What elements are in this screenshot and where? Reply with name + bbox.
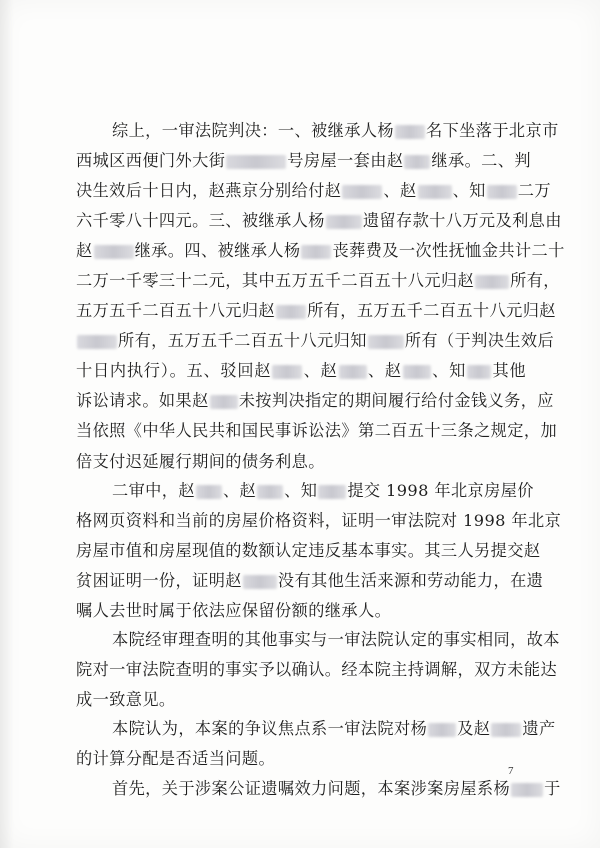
redacted-name (491, 723, 521, 737)
text-segment: 、赵 (383, 181, 417, 200)
text-segment: 贫困证明一份，证明赵 (76, 571, 242, 590)
text-line (76, 181, 551, 201)
text-segment: 其他 (492, 361, 526, 380)
text-segment: 、知 (452, 181, 486, 200)
text-line (76, 331, 555, 351)
redacted-name (318, 485, 346, 499)
redacted-name (403, 365, 431, 379)
redacted-name (196, 485, 222, 499)
text-segment: 嘱人去世时属于依法应保留份额的继承人。 (76, 601, 392, 620)
redacted-name (342, 185, 382, 199)
text-segment: 于 (544, 779, 561, 798)
text-segment: 提交 1998 年北京房屋价 (347, 481, 534, 500)
text-line (112, 121, 559, 141)
text-segment: 继承。二、判 (431, 151, 531, 170)
redacted-name (467, 365, 491, 379)
text-segment: 未按判决指定的期间履行给付金钱义务，应 (238, 391, 554, 410)
text-segment: 决生效后十日内，赵燕京分别给付赵 (76, 181, 342, 200)
text-line (76, 241, 565, 261)
text-segment: 遗留存款十八万元及利息由 (362, 211, 562, 230)
text-segment: 二万 (517, 181, 551, 200)
text-segment: 综上，一审法院判决：一、被继承人杨 (112, 121, 394, 140)
redacted-name (77, 335, 117, 349)
text-segment: 赵 (76, 241, 93, 260)
text-line (76, 541, 541, 561)
text-line (76, 151, 531, 171)
text-line (76, 690, 526, 710)
text-segment: 诉讼请求。如果赵 (76, 391, 209, 410)
text-segment: 本院认为，本案的争议焦点系一审法院对杨 (112, 719, 428, 738)
text-segment: 格网页资料和当前的房屋价格资料，证明一审法院对 1998 年北京 (76, 511, 562, 530)
text-line (76, 601, 526, 621)
text-segment: 丧葬费及一次性抚恤金共计二十 (332, 241, 565, 260)
text-line (76, 452, 526, 472)
text-segment: 、赵 (222, 481, 257, 500)
text-segment: 二审中，赵 (112, 481, 195, 500)
text-line (76, 211, 562, 231)
text-segment: 六千零八十四元。三、被继承人杨 (76, 211, 325, 230)
redacted-name (276, 305, 306, 319)
redacted-name (257, 485, 283, 499)
redacted-name (511, 783, 543, 797)
text-segment: 所有（于判决生效后 (404, 331, 555, 350)
text-segment: 房屋市值和房屋现值的数额认定违反基本事实。其三人另提交赵 (76, 541, 541, 560)
text-segment: 没有其他生活来源和劳动能力，在遗 (277, 571, 544, 590)
text-segment: 遗产 (522, 719, 556, 738)
redacted-name (226, 155, 286, 169)
redacted-name (326, 215, 362, 229)
text-segment: 、赵 (303, 361, 338, 380)
text-segment: 及赵 (457, 719, 491, 738)
text-line (112, 719, 556, 739)
text-segment: 、知 (284, 481, 318, 500)
text-line (112, 481, 534, 501)
redacted-name (368, 335, 404, 349)
text-line (76, 660, 558, 680)
text-segment: 五万五千二百五十八元归赵 (76, 301, 276, 320)
redacted-name (243, 575, 277, 589)
text-line (76, 361, 526, 381)
redacted-name (339, 365, 367, 379)
text-line (112, 630, 560, 650)
text-segment: 倍支付迟延履行期间的债务利息。 (76, 452, 325, 471)
text-segment: 所有， (510, 271, 560, 290)
text-segment: 所有，五万五千二百五十八元归赵 (307, 301, 556, 320)
redacted-name (487, 185, 517, 199)
text-line (76, 571, 544, 591)
text-segment: 成一致意见。 (76, 690, 176, 709)
redacted-name (301, 245, 331, 259)
text-line (76, 511, 562, 531)
text-line (76, 271, 560, 291)
text-line (76, 301, 556, 321)
redacted-name (418, 185, 452, 199)
redacted-name (404, 155, 430, 169)
text-segment: 当依照《中华人民共和国民事诉讼法》第二百五十三条之规定，加 (76, 421, 558, 440)
text-segment: 所有，五万五千二百五十八元归知 (118, 331, 367, 350)
text-line (112, 779, 561, 799)
redacted-name (210, 395, 238, 409)
text-segment: 号房屋一套由赵 (287, 151, 404, 170)
text-line (76, 749, 526, 769)
page-number: 7 (508, 765, 514, 777)
text-segment: 本院经审理查明的其他事实与一审法院认定的事实相同，故本 (112, 630, 560, 649)
redacted-name (272, 365, 302, 379)
text-segment: 、知 (431, 361, 467, 380)
redacted-name (428, 723, 456, 737)
text-segment: 院对一审法院查明的事实予以确认。经本院主持调解，双方未能达 (76, 660, 558, 679)
text-segment: 、赵 (367, 361, 402, 380)
text-segment: 的计算分配是否适当问题。 (76, 749, 276, 768)
text-segment: 西城区西便门外大街 (76, 151, 226, 170)
redacted-name (475, 275, 509, 289)
text-line (76, 421, 558, 441)
text-line (76, 391, 554, 411)
text-segment: 二万一千零三十二元，其中五万五千二百五十八元归赵 (76, 271, 475, 290)
text-segment: 首先，关于涉案公证遗嘱效力问题，本案涉案房屋系杨 (112, 779, 511, 798)
text-segment: 十日内执行）。五、驳回赵 (76, 361, 272, 380)
redacted-name (94, 245, 134, 259)
text-segment: 继承。四、被继承人杨 (134, 241, 301, 260)
text-segment: 名下坐落于北京市 (426, 121, 559, 140)
redacted-name (395, 125, 425, 139)
